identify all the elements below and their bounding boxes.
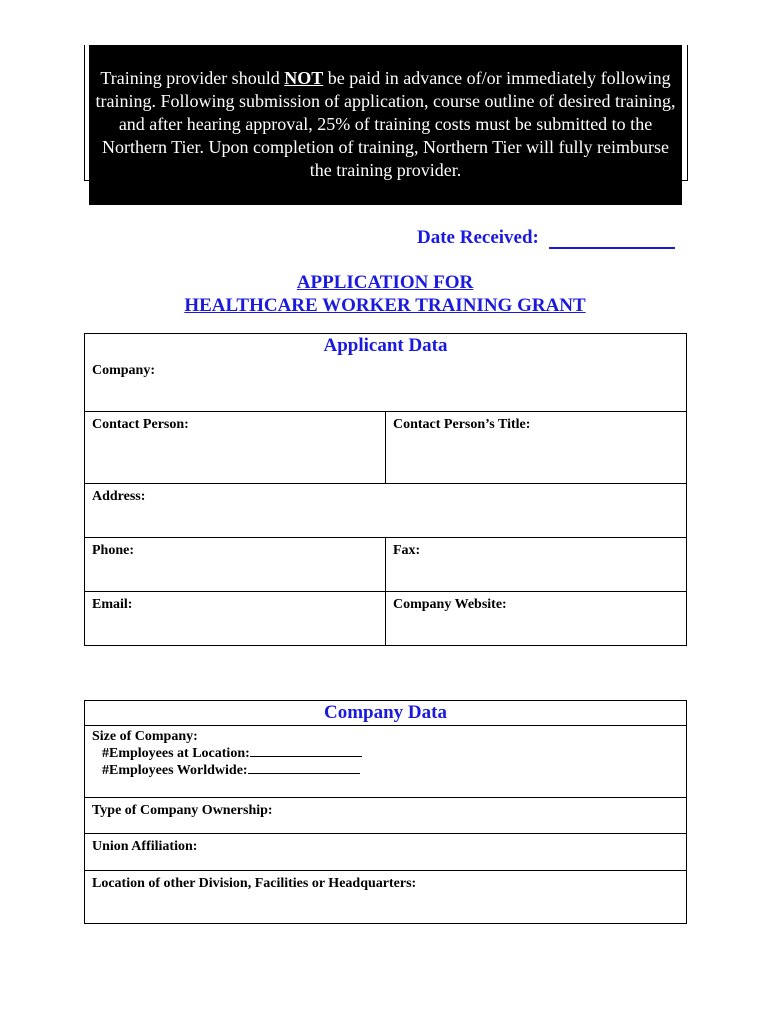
size-field [85,726,686,779]
union-label: Union Affiliation: [92,839,198,854]
company-field[interactable] [85,358,686,411]
employees-location-label: #Employees at Location: [102,746,250,761]
ownership-field[interactable] [85,798,686,833]
location-other-field[interactable] [85,871,686,923]
email-row [85,591,686,645]
fax-label: Fax: [393,543,421,558]
phone-row [85,537,686,591]
contact-person-field[interactable] [85,412,386,483]
notice-emphasis: NOT [284,68,324,88]
phone-label: Phone: [92,543,134,558]
fax-field[interactable] [386,538,686,591]
applicant-data-heading: Applicant Data [323,335,448,356]
notice-text-1: Training provider should [100,68,285,88]
union-field[interactable] [85,834,686,870]
employees-location-input[interactable] [250,745,362,757]
date-received-field[interactable] [549,231,675,249]
notice-text-2: be paid in advance of/or immediately following training. Following submission of application, course outline of desired training, and after hearing approval, 25% of training costs must be submitted to the Northern Tier. Upon completion of training, Northern Tier will fully reimburse the training provider. [95,68,676,180]
employees-worldwide-input[interactable] [248,762,360,774]
applicant-data-table [84,333,687,646]
email-label: Email: [92,597,133,612]
company-data-heading: Company Data [324,702,447,723]
union-row [85,833,686,870]
contact-person-label: Contact Person: [92,417,189,432]
company-row [85,358,686,411]
contact-title-label: Contact Person’s Title: [393,417,531,432]
ownership-label: Type of Company Ownership: [92,803,273,818]
address-label: Address: [92,489,146,504]
employees-location-row [92,745,679,762]
location-other-label: Location of other Division, Facilities or Headquarters: [92,876,417,891]
form-title-line2: HEALTHCARE WORKER TRAINING GRANT [184,295,586,316]
company-data-table [84,700,687,924]
website-field[interactable] [386,592,686,645]
size-label: Size of Company: [92,729,198,744]
date-received [417,227,675,249]
employees-worldwide-label: #Employees Worldwide: [102,763,248,778]
address-field[interactable] [85,484,686,537]
ownership-row [85,797,686,833]
notice-box [89,45,682,205]
phone-field[interactable] [85,538,386,591]
location-other-row [85,870,686,923]
size-row [85,725,686,797]
email-field[interactable] [85,592,386,645]
form-title-line1: APPLICATION FOR [296,272,474,293]
contact-row [85,411,686,483]
company-label: Company: [92,363,156,378]
contact-title-field[interactable] [386,412,686,483]
address-row [85,483,686,537]
website-label: Company Website: [393,597,507,612]
employees-worldwide-row [92,762,679,779]
date-received-label: Date Received: [417,227,539,248]
